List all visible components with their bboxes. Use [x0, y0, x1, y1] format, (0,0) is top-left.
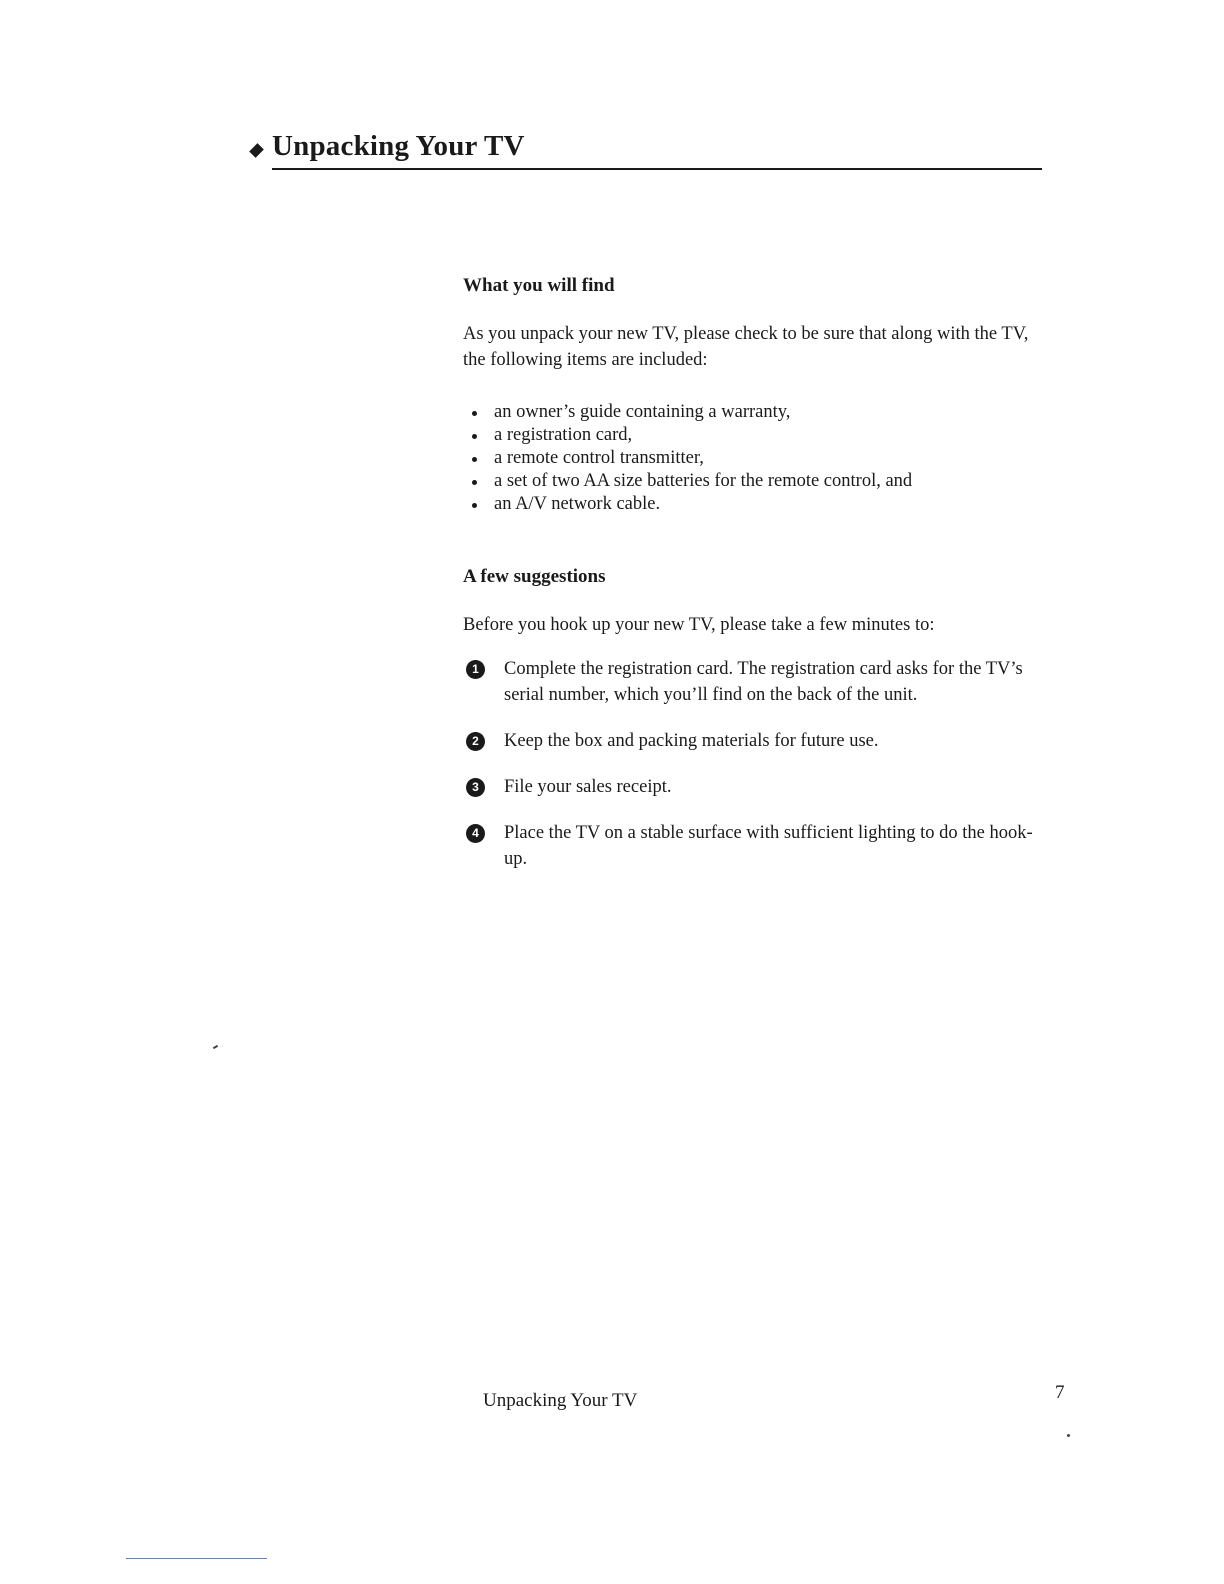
list-item-text: a remote control transmitter, [494, 448, 704, 468]
page-title: Unpacking Your TV [272, 130, 525, 162]
page-number: 7 [1055, 1382, 1065, 1403]
step-text: Place the TV on a stable surface with sufficient lighting to do the hook-up. [504, 823, 1033, 869]
step-number-2-icon: 2 [466, 732, 485, 751]
step-item [463, 820, 1043, 872]
list-item-text: a set of two AA size batteries for the remote control, and [494, 471, 913, 491]
header-rule [272, 168, 1042, 170]
section-heading-suggestions: A few suggestions [463, 566, 606, 587]
step-number-4-icon: 4 [466, 824, 485, 843]
unpack-intro-text: As you unpack your new TV, please check to be sure that along with the TV, the following items are included: [463, 324, 1029, 370]
step-item [463, 774, 1043, 800]
scan-speck [213, 1045, 218, 1049]
suggestions-intro-text: Before you hook up your new TV, please take a few minutes to: [463, 615, 935, 635]
list-item [463, 493, 1043, 516]
list-item-text: an owner’s guide containing a warranty, [494, 402, 791, 422]
step-number-1-icon: 1 [466, 660, 485, 679]
main-content [463, 275, 1043, 892]
bullet-icon [472, 457, 477, 462]
included-items-list [463, 401, 1043, 516]
step-text: Complete the registration card. The registration card asks for the TV’s serial number, which you’ll find on the back of the unit. [504, 659, 1023, 705]
bullet-icon [472, 411, 477, 416]
bullet-icon [472, 480, 477, 485]
list-item-text: a registration card, [494, 425, 633, 445]
step-text: Keep the box and packing materials for future use. [504, 731, 879, 751]
step-number-3-icon: 3 [466, 778, 485, 797]
diamond-bullet-icon [249, 143, 264, 158]
list-item [463, 424, 1043, 447]
step-text: File your sales receipt. [504, 777, 672, 797]
bullet-icon [472, 434, 477, 439]
list-item [463, 401, 1043, 424]
step-item [463, 656, 1043, 708]
section-heading-what-you-will-find: What you will find [463, 275, 615, 296]
list-item [463, 447, 1043, 470]
page-header [250, 128, 1042, 172]
list-item-text: an A/V network cable. [494, 494, 661, 514]
step-item [463, 728, 1043, 754]
footer-label: Unpacking Your TV [483, 1390, 638, 1411]
list-item [463, 470, 1043, 493]
scan-artifact-line [126, 1558, 267, 1559]
suggestion-steps-list [463, 656, 1043, 872]
bullet-icon [472, 503, 477, 508]
scan-speck [1067, 1434, 1070, 1437]
